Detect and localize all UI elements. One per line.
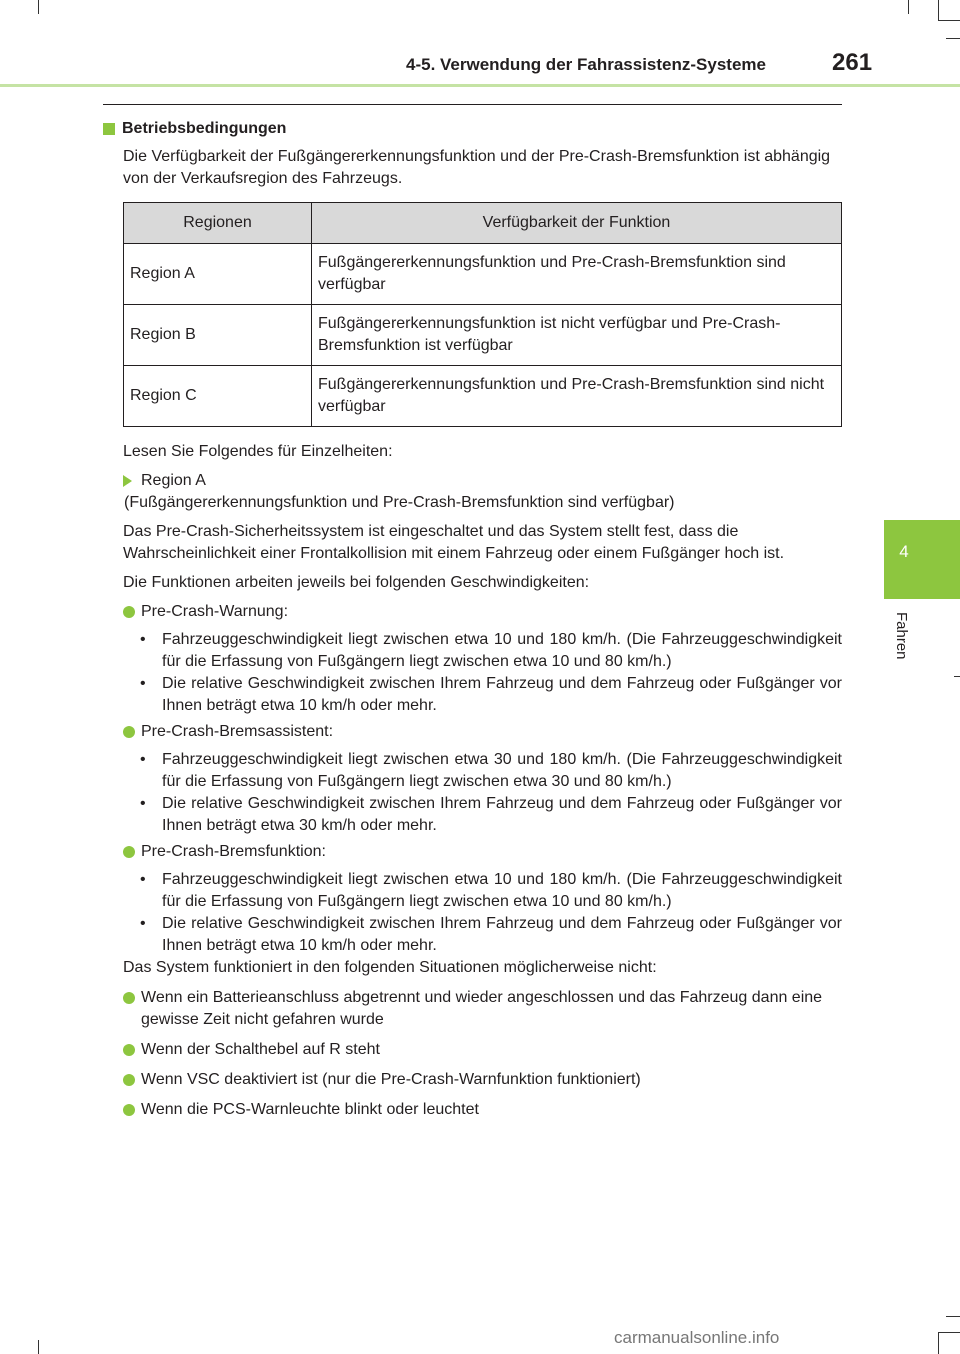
system-description: Das Pre-Crash-Sicherheitssystem ist eingeschaltet und das System stellt fest, dass die Wahrscheinlichkeit einer Frontalkollision mit einem Fahrzeug oder einem Fußgänger hoch ist. bbox=[123, 523, 785, 562]
function-block bbox=[103, 601, 842, 717]
region-a-item bbox=[123, 470, 842, 514]
bullet-glyph: • bbox=[140, 871, 146, 888]
list-item bbox=[123, 1069, 842, 1091]
region-cell: Region C bbox=[124, 366, 312, 427]
chapter-label: Fahren bbox=[893, 612, 910, 660]
region-cell: Region A bbox=[124, 244, 312, 305]
square-bullet-icon bbox=[103, 123, 115, 135]
heading-text: Betriebsbedingungen bbox=[122, 120, 287, 137]
watermark: carmanualsonline.info bbox=[614, 1328, 780, 1347]
region-a-subtitle: (Fußgängererkennungsfunktion und Pre-Crash-Bremsfunktion sind verfügbar) bbox=[124, 494, 675, 511]
function-item bbox=[123, 601, 842, 623]
crop-mark bbox=[946, 1316, 960, 1317]
circle-bullet-icon bbox=[123, 606, 135, 618]
header-availability: Verfügbarkeit der Funktion bbox=[312, 203, 842, 244]
bullet-glyph: • bbox=[140, 675, 146, 692]
function-block bbox=[103, 841, 842, 957]
bullet-text: Die relative Geschwindigkeit zwischen Ihrem Fahrzeug und dem Fahrzeug oder Fußgänger vor Ihnen beträgt etwa 10 km/h oder mehr. bbox=[162, 675, 842, 714]
bullet-text: Fahrzeuggeschwindigkeit liegt zwischen etwa 10 und 180 km/h. (Die Fahrzeuggeschwindigkeit für die Erfassung von Fußgängern liegt zwischen etwa 10 und 80 km/h.) bbox=[162, 871, 842, 910]
circle-bullet-icon bbox=[123, 726, 135, 738]
list-item bbox=[140, 869, 842, 913]
function-block bbox=[103, 721, 842, 837]
table-header-row bbox=[124, 203, 842, 244]
bullet-glyph: • bbox=[140, 631, 146, 648]
list-item bbox=[123, 987, 842, 1031]
header-rule bbox=[0, 84, 960, 87]
crop-mark bbox=[38, 1340, 39, 1354]
function-name: Pre-Crash-Bremsfunktion: bbox=[141, 843, 326, 860]
function-name: Pre-Crash-Bremsassistent: bbox=[141, 723, 334, 740]
intro-paragraph: Die Verfügbarkeit der Fußgängererkennungsfunktion und der Pre-Crash-Bremsfunktion ist abhängig von der Verkaufsregion des Fahrzeugs. bbox=[123, 148, 831, 187]
region-a-title: Region A bbox=[141, 472, 206, 489]
circle-bullet-icon bbox=[123, 1074, 135, 1086]
circle-bullet-icon bbox=[123, 1104, 135, 1116]
crop-mark bbox=[938, 0, 939, 20]
table-row bbox=[124, 305, 842, 366]
bullet-glyph: • bbox=[140, 751, 146, 768]
availability-cell: Fußgängererkennungsfunktion und Pre-Crash-Bremsfunktion sind verfügbar bbox=[312, 244, 842, 305]
function-name: Pre-Crash-Warnung: bbox=[141, 603, 289, 620]
crop-mark bbox=[954, 676, 960, 677]
situation-text: Wenn die PCS-Warnleuchte blinkt oder leuchtet bbox=[141, 1101, 479, 1118]
situation-text: Wenn ein Batterieanschluss abgetrennt und wieder angeschlossen und das Fahrzeug dann eine gewisse Zeit nicht gefahren wurde bbox=[141, 989, 823, 1028]
crop-mark bbox=[938, 20, 960, 21]
bullet-glyph: • bbox=[140, 915, 146, 932]
list-item bbox=[140, 793, 842, 837]
section-heading bbox=[103, 118, 842, 140]
page-number: 261 bbox=[832, 49, 873, 76]
crop-mark bbox=[938, 1332, 960, 1333]
region-cell: Region B bbox=[124, 305, 312, 366]
circle-bullet-icon bbox=[123, 846, 135, 858]
list-item bbox=[140, 673, 842, 717]
function-item bbox=[123, 721, 842, 743]
situation-text: Wenn der Schalthebel auf R steht bbox=[141, 1041, 380, 1058]
availability-cell: Fußgängererkennungsfunktion und Pre-Crash-Bremsfunktion sind nicht verfügbar bbox=[312, 366, 842, 427]
function-bullets bbox=[140, 629, 842, 717]
situations-intro: Das System funktioniert in den folgenden Situationen möglicherweise nicht: bbox=[123, 959, 657, 976]
section-header: 4-5. Verwendung der Fahrassistenz-Systeme bbox=[406, 55, 766, 74]
function-item bbox=[123, 841, 842, 863]
list-item bbox=[123, 1099, 842, 1121]
crop-mark bbox=[938, 1332, 939, 1354]
speed-intro: Die Funktionen arbeiten jeweils bei folgenden Geschwindigkeiten: bbox=[123, 574, 590, 591]
list-item bbox=[140, 749, 842, 793]
list-item bbox=[140, 629, 842, 673]
crop-mark bbox=[38, 0, 39, 14]
circle-bullet-icon bbox=[123, 992, 135, 1004]
bullet-text: Die relative Geschwindigkeit zwischen Ihrem Fahrzeug und dem Fahrzeug oder Fußgänger vor Ihnen beträgt etwa 30 km/h oder mehr. bbox=[162, 795, 842, 834]
chapter-number: 4 bbox=[899, 542, 909, 561]
bullet-text: Die relative Geschwindigkeit zwischen Ihrem Fahrzeug und dem Fahrzeug oder Fußgänger vor Ihnen beträgt etwa 10 km/h oder mehr. bbox=[162, 915, 842, 954]
list-item bbox=[123, 1039, 842, 1061]
region-table bbox=[123, 202, 842, 427]
details-intro: Lesen Sie Folgendes für Einzelheiten: bbox=[123, 443, 393, 460]
situation-text: Wenn VSC deaktiviert ist (nur die Pre-Crash-Warnfunktion funktioniert) bbox=[141, 1071, 641, 1088]
crop-mark bbox=[908, 0, 909, 14]
page-content bbox=[103, 118, 842, 1125]
bullet-text: Fahrzeuggeschwindigkeit liegt zwischen etwa 10 und 180 km/h. (Die Fahrzeuggeschwindigkeit für die Erfassung von Fußgängern liegt zwischen etwa 10 und 80 km/h.) bbox=[162, 631, 842, 670]
table-row bbox=[124, 366, 842, 427]
chapter-tab bbox=[884, 520, 960, 599]
triangle-bullet-icon bbox=[123, 475, 132, 487]
function-bullets bbox=[140, 749, 842, 837]
bullet-glyph: • bbox=[140, 795, 146, 812]
availability-cell: Fußgängererkennungsfunktion ist nicht verfügbar und Pre-Crash-Bremsfunktion ist verfügbar bbox=[312, 305, 842, 366]
table-row bbox=[124, 244, 842, 305]
function-bullets bbox=[140, 869, 842, 957]
circle-bullet-icon bbox=[123, 1044, 135, 1056]
content-rule bbox=[103, 104, 842, 105]
header-regions: Regionen bbox=[124, 203, 312, 244]
crop-mark bbox=[946, 38, 960, 39]
list-item bbox=[140, 913, 842, 957]
bullet-text: Fahrzeuggeschwindigkeit liegt zwischen etwa 30 und 180 km/h. (Die Fahrzeuggeschwindigkeit für die Erfassung von Fußgängern liegt zwischen etwa 30 und 80 km/h.) bbox=[162, 751, 842, 790]
